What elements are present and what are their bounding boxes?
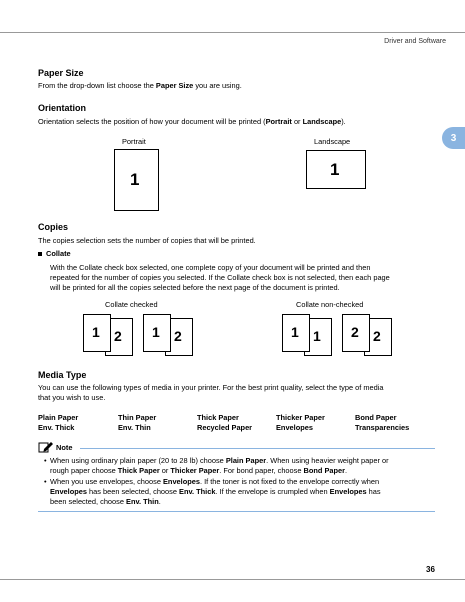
header-section-title: Driver and Software (384, 38, 446, 45)
media-type-text-line-2: that you wish to use. (38, 393, 106, 402)
note-bold: Envelopes (50, 487, 87, 496)
note-bold: Thicker Paper (170, 466, 220, 475)
note-top-rule (80, 448, 435, 449)
media-type-cell: Recycled Paper (197, 423, 253, 432)
paper-size-heading: Paper Size (38, 68, 84, 78)
note-text: . If the toner is not fixed to the envelope correctly when (199, 477, 380, 486)
page-number-label: 2 (373, 328, 381, 344)
media-type-cell: Thick Paper (197, 413, 239, 422)
media-type-heading: Media Type (38, 370, 87, 380)
paper-size-text-bold: Paper Size (155, 81, 194, 90)
collate-title: Collate (46, 249, 71, 258)
page-number-label: 1 (291, 324, 299, 340)
media-type-cell: Envelopes (276, 423, 313, 432)
note-label: Note (56, 443, 73, 452)
paper-size-text-post: you are using. (193, 81, 242, 90)
orientation-portrait-bold: Portrait (265, 117, 292, 126)
note-text: . (158, 497, 161, 506)
page-number-label: 2 (114, 328, 122, 344)
note-bottom-rule (38, 511, 435, 512)
copies-heading: Copies (38, 222, 69, 232)
collate-text-line-2: repeated for the number of copies you selected. If the Collate check box is not selected, then each page (50, 273, 390, 282)
collated-set-1-page-1 (83, 314, 111, 352)
collate-checked-caption: Collate checked (105, 300, 158, 309)
page-number-label: 2 (174, 328, 182, 344)
bullet-dot: • (44, 456, 47, 465)
media-type-cell: Bond Paper (355, 413, 397, 422)
bullet-dot: • (44, 477, 47, 486)
landscape-caption: Landscape (314, 137, 351, 146)
note-text: has (366, 487, 381, 496)
bullet-square-icon (38, 252, 42, 256)
landscape-page-illustration (306, 150, 366, 189)
portrait-page-number: 1 (130, 170, 140, 189)
note-text: rough paper choose (50, 466, 118, 475)
orientation-text (38, 117, 438, 127)
orientation-text-post: ). (341, 117, 346, 126)
orientation-landscape-bold: Landscape (302, 117, 342, 126)
media-type-cell: Thicker Paper (276, 413, 325, 422)
note-text: has been selected, choose (86, 487, 180, 496)
note-bold: Plain Paper (225, 456, 267, 465)
note-bold: Thick Paper (117, 466, 160, 475)
landscape-page-number: 1 (330, 160, 340, 179)
note-text: been selected, choose (50, 497, 127, 506)
collate-text-line-3: will be printed for all the copies selected before the next page of the document is printed. (50, 283, 340, 292)
chapter-tab: 3 (442, 127, 465, 149)
media-type-cell: Thin Paper (118, 413, 157, 422)
media-type-cell: Env. Thick (38, 423, 75, 432)
note-bold: Envelopes (163, 477, 200, 486)
page-number-label: 2 (351, 324, 359, 340)
note-text: . When using heavier weight paper or (266, 456, 389, 465)
orientation-heading: Orientation (38, 103, 87, 113)
page-number-label: 1 (152, 324, 160, 340)
uncollated-set-1-page-1a (282, 314, 310, 352)
page-number-label: 1 (92, 324, 100, 340)
note-bold: Envelopes (329, 487, 367, 496)
note-bold: Bond Paper (303, 466, 345, 475)
uncollated-set-2-page-2a (342, 314, 370, 352)
media-type-cell: Transparencies (355, 423, 410, 432)
collated-set-2-page-1 (143, 314, 171, 352)
note-text: or (159, 466, 171, 475)
footer-rule (0, 579, 465, 580)
note-text: . For bond paper, choose (219, 466, 304, 475)
paper-size-text (38, 81, 438, 91)
orientation-text-pre: Orientation selects the position of how your document will be printed ( (38, 117, 266, 126)
orientation-or: or (291, 117, 303, 126)
page-number: 36 (426, 565, 435, 574)
note-text: When you use envelopes, choose (50, 477, 163, 486)
collate-text-line-1: With the Collate check box selected, one complete copy of your document will be printed and then (50, 263, 371, 272)
note-bold: Env. Thick (179, 487, 216, 496)
media-type-text-line-1: You can use the following types of media in your printer. For the best print quality, select the type of media (38, 383, 384, 392)
note-text: . (345, 466, 348, 475)
note-text: . If the envelope is crumpled when (215, 487, 330, 496)
note-bullet-1 (44, 456, 440, 476)
media-type-cell: Plain Paper (38, 413, 79, 422)
media-type-cell: Env. Thin (118, 423, 151, 432)
paper-size-text-pre: From the drop-down list choose the (38, 81, 156, 90)
note-bold: Env. Thin (126, 497, 159, 506)
collate-heading (38, 249, 438, 259)
portrait-caption: Portrait (122, 137, 146, 146)
note-bullet-2 (44, 477, 440, 507)
collate-nonchecked-caption: Collate non-checked (296, 300, 364, 309)
copies-text: The copies selection sets the number of copies that will be printed. (38, 236, 256, 245)
header-rule (0, 32, 465, 33)
page-number-label: 1 (313, 328, 321, 344)
portrait-page-illustration (114, 149, 159, 211)
note-pencil-icon (38, 440, 54, 453)
note-text: When using ordinary plain paper (20 to 28 lb) choose (50, 456, 226, 465)
